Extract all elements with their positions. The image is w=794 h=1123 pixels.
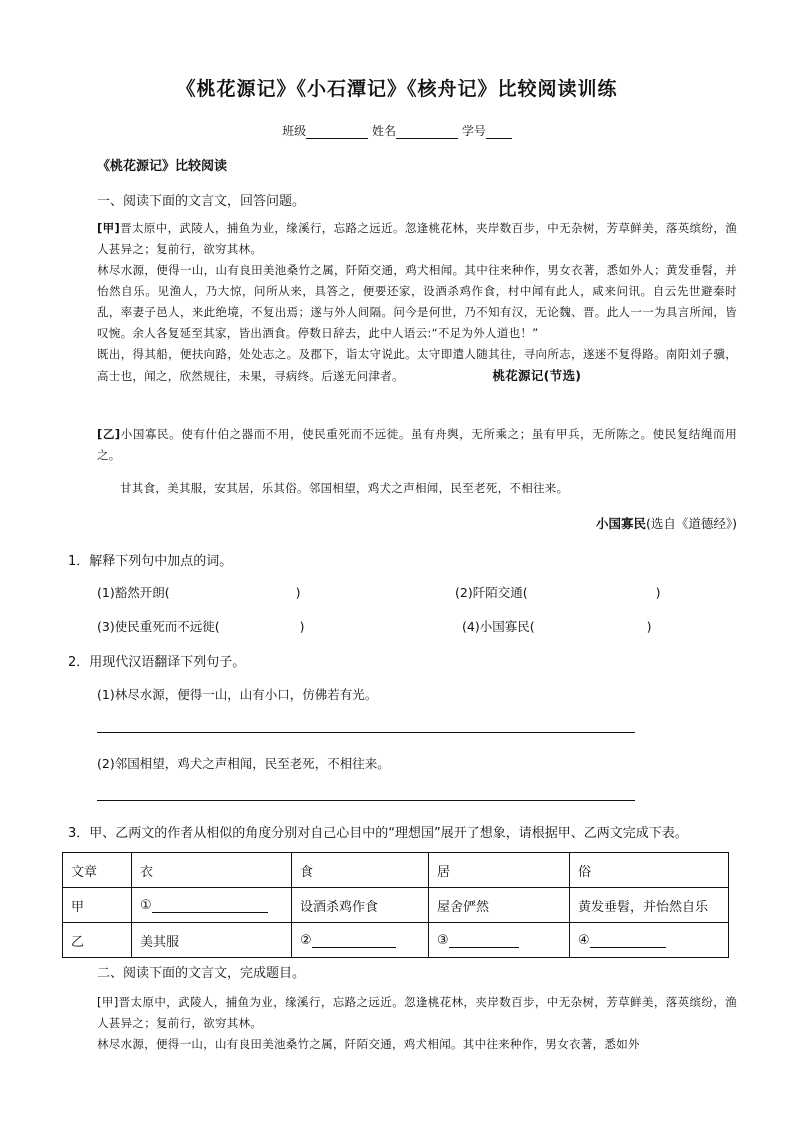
q1-item-4: (4)小国寡民( ): [462, 619, 652, 634]
question-1-stem: 1．解释下列句中加点的词。: [68, 554, 233, 569]
passage-jia: [97, 218, 737, 387]
page-title: 《桃花源记》《小石潭记》《核舟记》比较阅读训练: [176, 78, 618, 100]
comparison-table: [62, 852, 729, 958]
question-2-stem: 2．用现代汉语翻译下列句子。: [68, 655, 246, 670]
table-cell-blank[interactable]: ①: [132, 888, 292, 923]
jia-label: [甲]: [97, 221, 121, 235]
table-cell-blank[interactable]: ②: [292, 923, 429, 958]
section2-paragraph-1: [甲]晋太原中，武陵人，捕鱼为业，缘溪行，忘路之远近。忽逢桃花林，夹岸数百步，中无杂树，芳草鲜美，落英缤纷，渔人甚异之；复前行，欲穷其林。: [97, 995, 737, 1030]
table-cell-blank[interactable]: ④: [570, 923, 729, 958]
yi-label: [乙]: [97, 427, 121, 441]
q2-answer-line-1[interactable]: [97, 732, 635, 733]
jia-source: 桃花源记(节选): [492, 368, 582, 383]
table-cell-blank[interactable]: ③: [429, 923, 570, 958]
passage-section2: [97, 992, 737, 1055]
name-blank[interactable]: [396, 126, 458, 139]
id-blank[interactable]: [486, 126, 512, 139]
section1-heading: 《桃花源记》比较阅读: [97, 159, 228, 174]
name-label: 姓名: [371, 124, 396, 138]
table-header-cell: 居: [429, 853, 570, 888]
table-cell: 甲: [63, 888, 132, 923]
q1-item-3: (3)使民重死而不远徙( ): [97, 619, 305, 634]
table-cell: 设酒杀鸡作食: [292, 888, 429, 923]
id-label: 学号: [461, 124, 486, 138]
table-cell: 黄发垂髫，并怡然自乐: [570, 888, 729, 923]
jia-paragraph-1: [甲]晋太原中，武陵人，捕鱼为业，缘溪行，忘路之远近。忽逢桃花林，夹岸数百步，中无杂树，芳草鲜美，落英缤纷，渔人甚异之；复前行，欲穷其林。: [97, 221, 737, 256]
table-cell: 屋舍俨然: [429, 888, 570, 923]
passage-yi: [97, 424, 737, 499]
jia-paragraph-2: 林尽水源，便得一山，山有良田美池桑竹之属，阡陌交通，鸡犬相闻。其中往来种作，男女衣著，悉如外人；黄发垂髫，并怡然自乐。见渔人，乃大惊，问所从来，具答之，便要还家，设酒杀鸡作食，村中闻有此人，咸来问讯。自云先世避秦时乱，率妻子邑人，来此绝境，不复出焉；遂与外人间隔。问今是何世，乃不知有汉，无论魏、晋。此人一一为具言所闻，皆叹惋。余人各复延至其家，皆出酒食。停数日辞去，此中人语云:“不足为外人道也！”: [97, 263, 737, 340]
q2-sentence-1: (1)林尽水源，便得一山，山有小口，仿佛若有光。: [97, 687, 378, 702]
table-header-cell: 食: [292, 853, 429, 888]
table-header-cell: 俗: [570, 853, 729, 888]
table-row: [63, 888, 729, 923]
yi-paragraph-1: [乙]小国寡民。使有什伯之器而不用，使民重死而不远徙。虽有舟舆，无所乘之；虽有甲兵，无所陈之。使民复结绳而用之。: [97, 427, 737, 462]
table-header-cell: 文章: [63, 853, 132, 888]
section2-paragraph-2: 林尽水源，便得一山，山有良田美池桑竹之属，阡陌交通，鸡犬相闻。其中往来种作，男女衣著，悉如外: [97, 1037, 640, 1051]
jia-paragraph-3: 既出，得其船，便扶向路，处处志之。及郡下，诣太守说此。太守即遣人随其往，寻向所志，遂迷不复得路。南阳刘子骥，高士也，闻之，欣然规往，未果，寻病终。后遂无问津者。 桃花源记(节选): [97, 347, 737, 383]
table-row: [63, 923, 729, 958]
class-label: 班级: [282, 124, 307, 138]
q2-sentence-2: (2)邻国相望，鸡犬之声相闻，民至老死，不相往来。: [97, 756, 390, 771]
q1-item-2: (2)阡陌交通( ): [455, 585, 661, 600]
section2-instruction: 二、阅读下面的文言文，完成题目。: [97, 966, 306, 981]
table-header-row: [63, 853, 729, 888]
yi-source: 小国寡民(选自《道德经》): [595, 516, 737, 531]
q1-item-1: (1)豁然开朗( ): [97, 585, 301, 600]
yi-paragraph-2: 甘其食，美其服，安其居，乐其俗。邻国相望，鸡犬之声相闻，民至老死，不相往来。: [120, 481, 569, 495]
table-header-cell: 衣: [132, 853, 292, 888]
section1-instruction: 一、阅读下面的文言文，回答问题。: [97, 194, 306, 209]
question-3-stem: 3．甲、乙两文的作者从相似的角度分别对自己心目中的“理想国”展开了想象，请根据甲、乙两文完成下表。: [68, 826, 688, 841]
table-cell: 美其服: [132, 923, 292, 958]
student-info-line: [0, 122, 794, 139]
q2-answer-line-2[interactable]: [97, 800, 635, 801]
table-cell: 乙: [63, 923, 132, 958]
class-blank[interactable]: [306, 126, 368, 139]
